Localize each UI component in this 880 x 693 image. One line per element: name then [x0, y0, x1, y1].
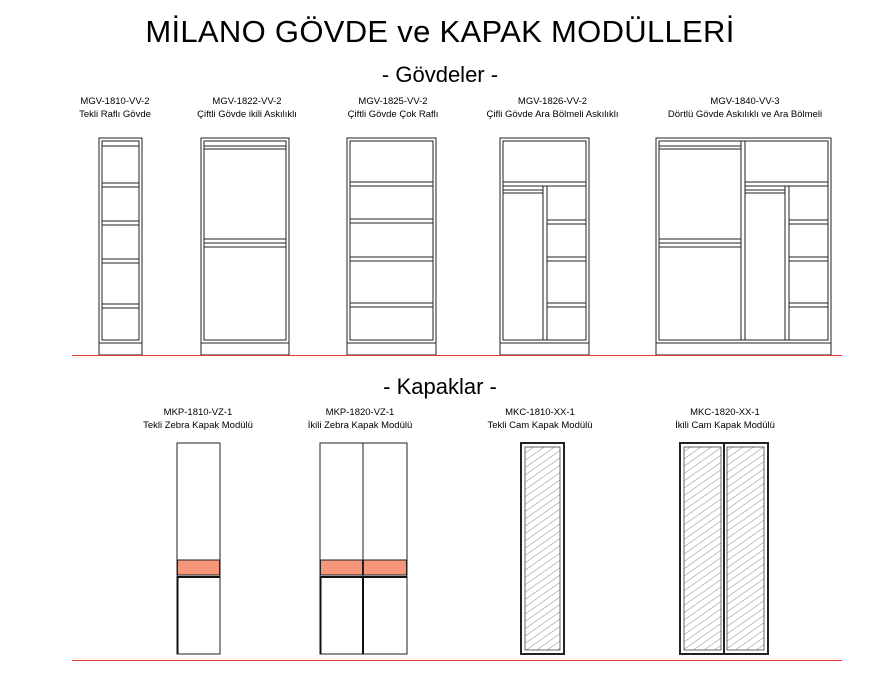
- cabinet-mgv-1810: [99, 138, 142, 355]
- door-mkp-1820: [320, 443, 407, 654]
- page-title: MİLANO GÖVDE ve KAPAK MODÜLLERİ: [145, 14, 735, 49]
- door-mkp-1810: [177, 443, 220, 654]
- body-name: Çifli Gövde Ara Bölmeli Askılıklı: [486, 108, 619, 120]
- cabinet-mgv-1826: [500, 138, 589, 355]
- door-code: MKP-1820-VZ-1: [325, 407, 395, 418]
- cabinet-mgv-1825: [347, 138, 436, 355]
- body-name: Çiftli Gövde ikili Askılıklı: [197, 108, 297, 120]
- body-code: MGV-1822-VV-2: [212, 96, 282, 107]
- door-code: MKC-1810-XX-1: [505, 407, 575, 418]
- door-mkc-1810: [521, 443, 564, 654]
- body-name: Dörtlü Gövde Askılıklı ve Ara Bölmeli: [667, 108, 823, 120]
- bodies-heading: - Gövdeler -: [381, 62, 499, 87]
- body-name: Çiftli Gövde Çok Raflı: [347, 108, 439, 120]
- cabinet-mgv-1840: [656, 138, 831, 355]
- door-name: Tekli Zebra Kapak Modülü: [143, 419, 253, 431]
- doors-heading: - Kapaklar -: [383, 374, 497, 399]
- door-name: İkili Zebra Kapak Modülü: [307, 419, 413, 431]
- body-name: Tekli Raflı Gövde: [79, 108, 151, 120]
- body-code: MGV-1825-VV-2: [358, 96, 428, 107]
- door-name: İkili Cam Kapak Modülü: [675, 419, 775, 431]
- door-code: MKP-1810-VZ-1: [163, 407, 233, 418]
- body-code: MGV-1810-VV-2: [80, 96, 150, 107]
- cabinet-mgv-1822: [201, 138, 289, 355]
- door-name: Tekli Cam Kapak Modülü: [487, 419, 593, 431]
- body-code: MGV-1826-VV-2: [517, 96, 588, 107]
- body-code: MGV-1840-VV-3: [710, 96, 780, 107]
- door-code: MKC-1820-XX-1: [690, 407, 760, 418]
- door-mkc-1820: [680, 443, 768, 654]
